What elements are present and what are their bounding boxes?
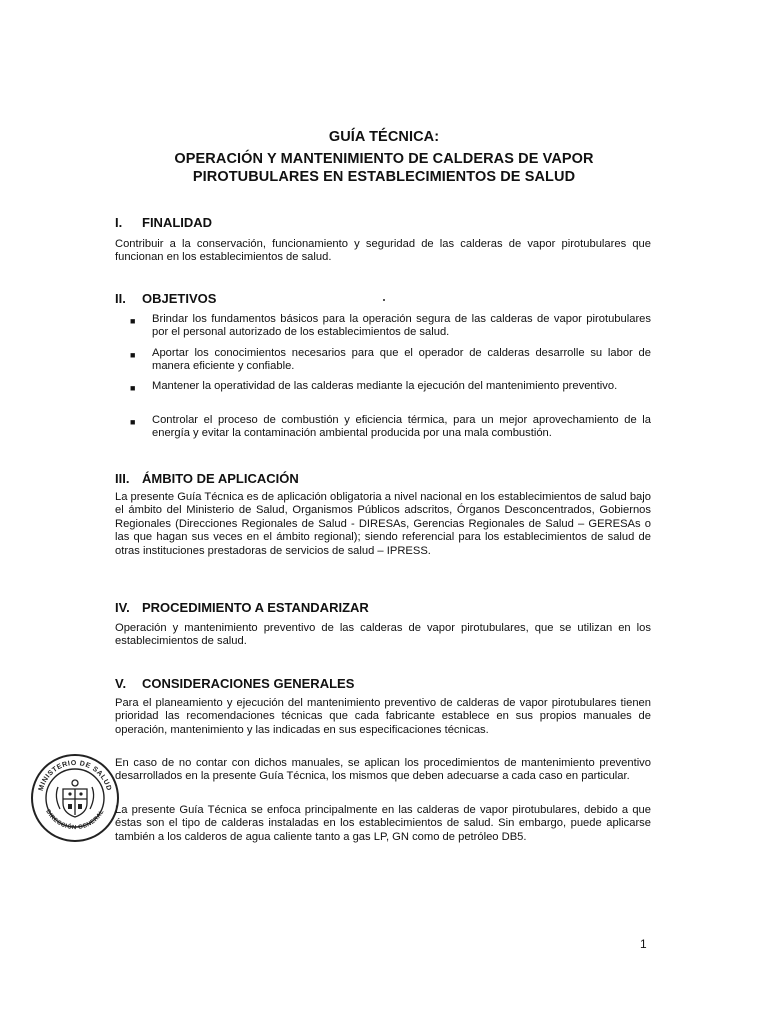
document-subtitle-line2: PIROTUBULARES EN ESTABLECIMIENTOS DE SALUD	[192, 169, 576, 185]
objective-item	[130, 380, 651, 393]
ministry-seal-stamp	[30, 753, 120, 843]
consideraciones-paragraph-3: La presente Guía Técnica se enfoca principalmente en las calderas de vapor pirotubulares, debido a que éstas son el tipo de calderas instaladas en los establecimientos de salud. Sin embargo, puede aplicarse también a los calderos de agua caliente tanto a gas LP, GN como de petróleo DB5.	[115, 804, 651, 843]
section-number: II.	[115, 291, 126, 306]
finalidad-paragraph: Contribuir a la conservación, funcionamiento y seguridad de las calderas de vapor pirotubulares que funcionan en los establecimientos de salud.	[115, 238, 651, 264]
objective-item	[130, 347, 651, 374]
section-heading-consideraciones	[115, 676, 354, 691]
procedimiento-paragraph: Operación y mantenimiento preventivo de las calderas de vapor pirotubulares, que se utilizan en los establecimientos de salud.	[115, 622, 651, 648]
document-title: GUÍA TÉCNICA:	[328, 129, 440, 145]
section-number: V.	[115, 676, 127, 691]
seal-bottom-text: DIRECCIÓN GENERAL	[44, 808, 106, 832]
section-title: PROCEDIMIENTO A ESTANDARIZAR	[142, 600, 369, 615]
section-title: CONSIDERACIONES GENERALES	[142, 676, 355, 691]
bullet-icon: ■	[130, 350, 136, 360]
bullet-icon: ■	[130, 316, 136, 326]
objective-text: Mantener la operatividad de las calderas mediante la ejecución del mantenimiento preventivo.	[152, 380, 618, 392]
bullet-icon: ■	[130, 383, 136, 393]
section-heading-objetivos	[115, 291, 216, 306]
consideraciones-paragraph-2: En caso de no contar con dichos manuales, se aplican los procedimientos de mantenimiento preventivo desarrollados en la presente Guía Técnica, los mismos que deben adecuarse a cada caso en particular.	[115, 757, 651, 783]
section-heading-finalidad	[115, 215, 212, 230]
section-title: ÁMBITO DE APLICACIÓN	[142, 471, 299, 486]
section-number: IV.	[115, 600, 130, 615]
document-subtitle-line1: OPERACIÓN Y MANTENIMIENTO DE CALDERAS DE VAPOR	[174, 151, 594, 167]
coat-of-arms-icon	[56, 780, 93, 817]
objective-text: Aportar los conocimientos necesarios para que el operador de calderas desarrolle su labor de manera eficiente y confiable.	[152, 347, 651, 373]
section-number: I.	[115, 215, 123, 230]
section-title: OBJETIVOS	[142, 291, 217, 306]
ambito-paragraph: La presente Guía Técnica es de aplicación obligatoria a nivel nacional en los establecimientos de salud bajo el ámbito del Ministerio de Salud, Organismos Públicos adscritos, Órganos Desconcentrados, Gobiernos Regionales (Direcciones Regionales de Salud - DIRESAs, Gerencias Regionales de Salud – GERESAs o las que hagan sus veces en el ámbito regional); siendo referencial para los establecimientos de salud de otras instituciones prestadoras de servicios de salud – IPRESS.	[115, 491, 651, 557]
section-heading-ambito	[115, 471, 299, 486]
objective-text: Brindar los fundamentos básicos para la operación segura de las calderas de vapor pirotubulares por el personal autorizado de los establecimientos de salud.	[152, 313, 651, 339]
scan-speck	[383, 299, 385, 301]
seal-top-text: MINISTERIO DE SALUD	[37, 759, 113, 792]
section-number: III.	[115, 471, 130, 486]
consideraciones-paragraph-1: Para el planeamiento y ejecución del mantenimiento preventivo de calderas de vapor pirotubulares tienen prioridad las recomendaciones técnicas que cada fabricante establece en sus propios manuales de operación, mantenimiento y las indicadas en sus especificaciones técnicas.	[115, 697, 651, 736]
objective-item	[130, 414, 651, 441]
bullet-icon: ■	[130, 417, 136, 427]
objective-text: Controlar el proceso de combustión y eficiencia térmica, para un mejor aprovechamiento de la energía y evitar la contaminación ambiental producida por una mala combustión.	[152, 414, 651, 440]
page-number: 1	[640, 937, 647, 951]
section-heading-procedimiento	[115, 600, 369, 615]
objective-item	[130, 313, 651, 340]
section-title: FINALIDAD	[142, 215, 213, 230]
